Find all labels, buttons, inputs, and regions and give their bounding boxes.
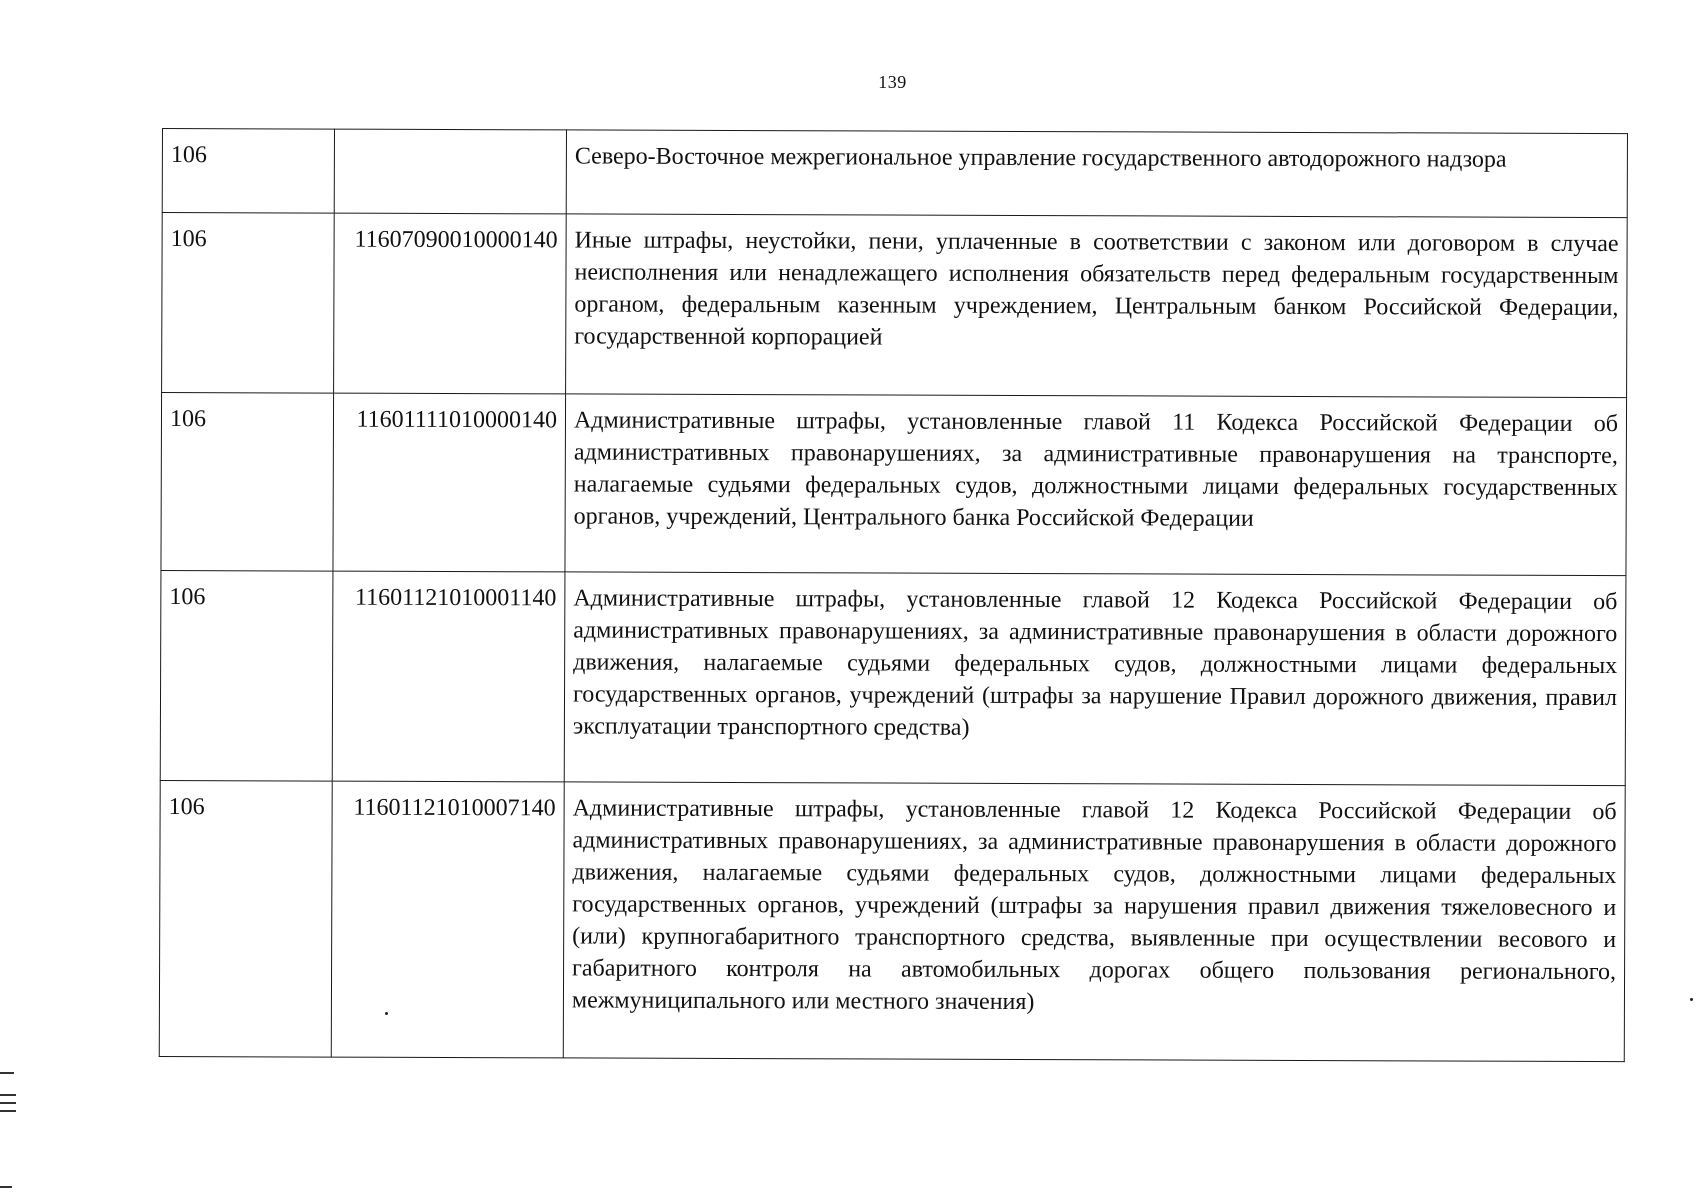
scan-margin-mark <box>0 1102 16 1104</box>
revenue-name-cell: Административные штрафы, установленные главой 11 Кодекса Российской Федерации об административных правонарушениях, за административные правонарушения на транспорте, налагаемые судьями федеральных судов, должностными лицами федеральных государственных органов, учреждений, Центрального банка Российской Федерации <box>565 394 1627 576</box>
scan-margin-mark <box>0 1186 12 1188</box>
admin-code-cell: 106 <box>162 129 334 214</box>
revenue-name-cell: Северо-Восточное межрегиональное управление государственного автодорожного надзора <box>566 130 1627 218</box>
revenue-name-cell: Иные штрафы, неустойки, пени, уплаченные в соответствии с законом или договором в случае неисполнения или ненадлежащего исполнения обязательств перед федеральным государственным органом, федеральным казенным учреждением, Центральным банком Российской Федерации, государственной корпорацией <box>566 214 1628 398</box>
table-row <box>162 129 1627 218</box>
scan-margin-mark <box>0 1110 16 1112</box>
revenue-name-cell: Административные штрафы, установленные главой 12 Кодекса Российской Федерации об административных правонарушениях, за административные правонарушения в области дорожного движения, налагаемые судьями федеральных судов, должностными лицами федеральных государственных органов, учреждений (штрафы за нарушения правил движения тяжеловесного и (или) крупногабаритного транспортного средства, выявленные при осуществлении весового и габаритного контроля на автомобильных дорогах общего пользования регионального, межмуниципального или местного значения) <box>563 782 1625 1062</box>
page-number: 139 <box>878 72 907 92</box>
scan-margin-mark <box>0 1094 16 1096</box>
scan-speck <box>1690 998 1693 1001</box>
scan-margin-mark <box>0 1072 14 1074</box>
kbk-code-cell: 11607090010000140 <box>334 213 567 394</box>
admin-code-cell: 106 <box>160 570 333 781</box>
kbk-code-cell: 11601121010001140 <box>332 571 565 782</box>
table-row <box>161 393 1627 576</box>
admin-code-cell: 106 <box>161 393 334 572</box>
admin-code-cell: 106 <box>159 780 332 1057</box>
scan-speck <box>385 1012 388 1015</box>
table-row <box>160 570 1626 785</box>
kbk-table <box>159 128 1628 1062</box>
table-row <box>162 213 1628 398</box>
kbk-code-cell: 11601121010007140 <box>331 781 564 1058</box>
admin-code-cell: 106 <box>162 213 335 394</box>
table-row <box>159 780 1625 1061</box>
kbk-code-cell <box>334 129 566 214</box>
revenue-name-cell: Административные штрафы, установленные главой 12 Кодекса Российской Федерации об административных правонарушениях, за административные правонарушения в области дорожного движения, налагаемые судьями федеральных судов, должностными лицами федеральных государственных органов, учреждений (штрафы за нарушение Правил дорожного движения, правил эксплуатации транспортного средства) <box>564 572 1626 786</box>
kbk-code-cell: 11601111010000140 <box>333 393 566 572</box>
